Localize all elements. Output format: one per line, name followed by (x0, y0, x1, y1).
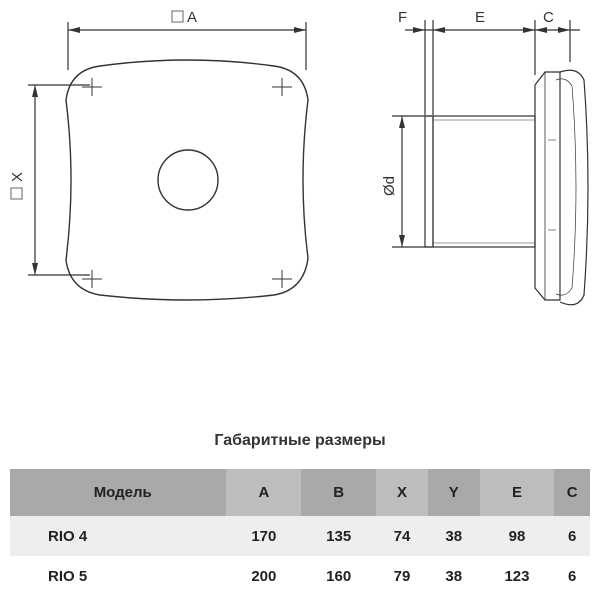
col-header-e: E (480, 469, 555, 516)
label-x: X (9, 171, 26, 182)
cell-y: 38 (428, 516, 480, 556)
col-header-y: Y (428, 469, 480, 516)
cell-x: 74 (376, 516, 428, 556)
table-header-row (10, 469, 590, 516)
table-row (10, 556, 590, 596)
label-e: E (475, 9, 486, 26)
cell-e: 98 (480, 516, 555, 556)
col-header-model: Модель (10, 469, 226, 516)
front-panel (66, 60, 308, 300)
cell-c: 6 (554, 516, 590, 556)
table-title: Габаритные размеры (214, 432, 386, 449)
cell-model: RIO 5 (48, 567, 88, 585)
cell-c: 6 (568, 567, 577, 585)
col-header-x: X (376, 469, 428, 516)
cell-a: 200 (251, 567, 277, 585)
cell-e: 123 (504, 567, 530, 585)
mounting-marks (82, 78, 292, 288)
dimension-d (392, 116, 432, 247)
cell-model: RIO 4 (10, 516, 226, 556)
label-f: F (398, 9, 408, 26)
label-c: C (543, 9, 554, 26)
fan-side-view (425, 70, 588, 305)
col-header-a: A (226, 469, 301, 516)
cell-b: 160 (326, 567, 352, 585)
label-a: A (187, 9, 198, 26)
cell-x: 79 (393, 567, 411, 585)
dimensions-table (10, 469, 590, 596)
dimension-fec (405, 20, 580, 115)
label-d: Ød (381, 175, 398, 196)
col-header-c: C (554, 469, 590, 516)
cell-b: 135 (301, 516, 376, 556)
cell-a: 170 (226, 516, 301, 556)
table-row (10, 516, 590, 556)
center-opening (158, 150, 218, 210)
col-header-b: B (301, 469, 376, 516)
cell-y: 38 (445, 567, 463, 585)
